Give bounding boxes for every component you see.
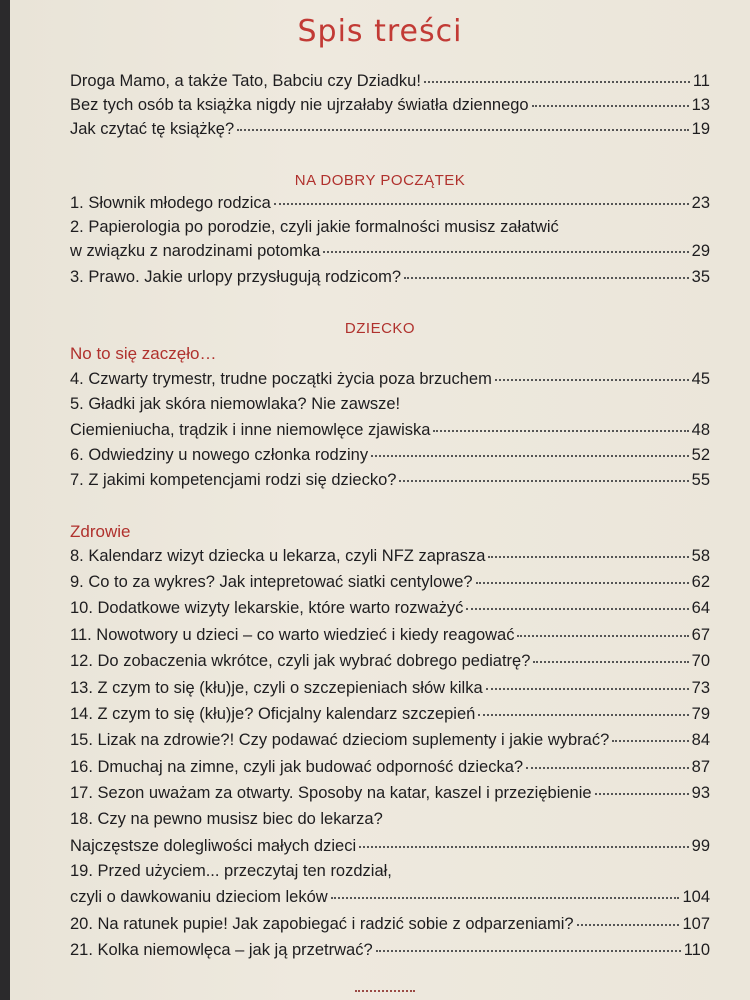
entry-text: Ciemieniucha, trądzik i inne niemowlęce zjawiska: [70, 421, 431, 439]
entry-text: 6. Odwiedziny u nowego członka rodziny: [70, 446, 369, 464]
leader-dots: [371, 454, 689, 457]
leader-dots: [532, 104, 689, 107]
entry-text: 18. Czy na pewno musisz biec do lekarza?: [70, 810, 383, 828]
entry-text: 17. Sezon uważam za otwarty. Sposoby na katar, kaszel i przeziębienie: [70, 784, 592, 802]
toc-entry: [70, 421, 710, 445]
entry-text: Bez tych osób ta książka nigdy nie ujrzałaby światła dziennego: [70, 96, 529, 114]
toc-entry: [70, 652, 710, 676]
leader-dots: [359, 845, 689, 848]
entry-page: 70: [691, 652, 710, 670]
toc-entry: [70, 599, 710, 623]
toc-entry: [70, 810, 710, 834]
leader-dots: [433, 429, 688, 432]
leader-dots: [466, 607, 688, 610]
entry-text: Jak czytać tę książkę?: [70, 120, 235, 138]
leader-dots: [612, 739, 688, 742]
leader-dots: [517, 634, 688, 637]
entry-text: 3. Prawo. Jakie urlopy przysługują rodzicom?: [70, 268, 402, 286]
leader-dots: [488, 555, 688, 558]
leader-dots: [577, 923, 680, 926]
entry-text: 21. Kolka niemowlęca – jak ją przetrwać?: [70, 941, 373, 959]
toc-entry: [70, 120, 710, 144]
toc-entry: [70, 941, 710, 965]
leader-dots: [595, 792, 689, 795]
entry-page: 87: [691, 758, 710, 776]
toc-entry: [70, 395, 710, 419]
entry-text: 2. Papierologia po porodzie, czyli jakie formalności musisz załatwić: [70, 218, 559, 236]
toc-entry: [70, 626, 710, 650]
toc-entry: [70, 547, 710, 571]
toc-entry: [70, 471, 710, 495]
book-page: [10, 0, 750, 1000]
toc-entry: [70, 705, 710, 729]
leader-dots: [323, 250, 688, 253]
entry-page: 19: [691, 120, 710, 138]
entry-text: w związku z narodzinami potomka: [70, 242, 321, 260]
entry-page: 84: [691, 731, 710, 749]
entry-text: 14. Z czym to się (kłu)je? Oficjalny kalendarz szczepień: [70, 705, 476, 723]
toc-entry: [70, 888, 710, 912]
section-heading: DZIECKO: [344, 320, 416, 337]
entry-text: 12. Do zobaczenia wkrótce, czyli jak wybrać dobrego pediatrę?: [70, 652, 531, 670]
entry-text: 20. Na ratunek pupie! Jak zapobiegać i radzić sobie z odparzeniami?: [70, 915, 574, 933]
toc-entry: [70, 758, 710, 782]
entry-page: 58: [691, 547, 710, 565]
entry-page: 104: [682, 888, 710, 906]
toc-entry: [70, 218, 710, 242]
entry-text: Najczęstsze dolegliwości małych dzieci: [70, 837, 357, 855]
entry-text: 19. Przed użyciem... przeczytaj ten rozdział,: [70, 862, 392, 880]
entry-text: czyli o dawkowaniu dzieciom leków: [70, 888, 328, 906]
entry-page: 48: [691, 421, 710, 439]
toc-entry: [70, 862, 710, 886]
entry-text: 13. Z czym to się (kłu)je, czyli o szczepieniach słów kilka: [70, 679, 483, 697]
toc-entry: [70, 731, 710, 755]
leader-dots: [399, 479, 688, 482]
entry-page: 93: [691, 784, 710, 802]
entry-page: 64: [691, 599, 710, 617]
entry-text: 9. Co to za wykres? Jak intepretować siatki centylowe?: [70, 573, 473, 591]
entry-text: 4. Czwarty trymestr, trudne początki życia poza brzuchem: [70, 370, 492, 388]
page-title: Spis treści: [297, 14, 463, 49]
toc-entry: [70, 915, 710, 939]
entry-page: 67: [691, 626, 710, 644]
toc-entry: [70, 370, 710, 394]
leader-dots: [424, 80, 690, 83]
entry-page: 11: [692, 72, 710, 90]
entry-page: 79: [691, 705, 710, 723]
entry-text: 1. Słownik młodego rodzica: [70, 194, 271, 212]
decorative-ornament: [355, 990, 415, 1000]
subsection-heading: No to się zaczęło…: [70, 344, 217, 363]
toc-entry: [70, 242, 710, 266]
toc-entry: [70, 194, 710, 218]
section-heading: NA DOBRY POCZĄTEK: [294, 172, 466, 189]
entry-page: 99: [691, 837, 710, 855]
toc-entry: [70, 837, 710, 861]
leader-dots: [331, 896, 680, 899]
toc-entry: [70, 72, 710, 96]
entry-text: 10. Dodatkowe wizyty lekarskie, które warto rozważyć: [70, 599, 464, 617]
toc-entry: [70, 784, 710, 808]
toc-entry: [70, 679, 710, 703]
entry-text: 5. Gładki jak skóra niemowlaka? Nie zawsze!: [70, 395, 401, 413]
subsection-heading: Zdrowie: [70, 522, 131, 541]
entry-text: 15. Lizak na zdrowie?! Czy podawać dzieciom suplementy i jakie wybrać?: [70, 731, 610, 749]
toc-entry: [70, 446, 710, 470]
entry-page: 52: [691, 446, 710, 464]
entry-page: 55: [691, 471, 710, 489]
entry-page: 29: [691, 242, 710, 260]
entry-page: 62: [691, 573, 710, 591]
leader-dots: [478, 713, 688, 716]
leader-dots: [274, 202, 689, 205]
leader-dots: [404, 276, 689, 279]
entry-text: 7. Z jakimi kompetencjami rodzi się dziecko?: [70, 471, 397, 489]
toc-entry: [70, 96, 710, 120]
leader-dots: [237, 128, 688, 131]
leader-dots: [476, 581, 689, 584]
entry-page: 13: [691, 96, 710, 114]
entry-page: 45: [691, 370, 710, 388]
entry-page: 35: [691, 268, 710, 286]
entry-text: 8. Kalendarz wizyt dziecka u lekarza, czyli NFZ zaprasza: [70, 547, 486, 565]
leader-dots: [486, 687, 689, 690]
entry-text: Droga Mamo, a także Tato, Babciu czy Dziadku!: [70, 72, 421, 90]
toc-entry: [70, 268, 710, 292]
entry-page: 107: [682, 915, 710, 933]
entry-page: 73: [691, 679, 710, 697]
leader-dots: [376, 949, 681, 952]
leader-dots: [533, 660, 688, 663]
entry-text: 11. Nowotwory u dzieci – co warto wiedzieć i kiedy reagować: [70, 626, 515, 644]
entry-page: 110: [683, 941, 710, 959]
entry-page: 23: [691, 194, 710, 212]
leader-dots: [495, 378, 689, 381]
entry-text: 16. Dmuchaj na zimne, czyli jak budować odporność dziecka?: [70, 758, 524, 776]
toc-entry: [70, 573, 710, 597]
leader-dots: [526, 766, 689, 769]
